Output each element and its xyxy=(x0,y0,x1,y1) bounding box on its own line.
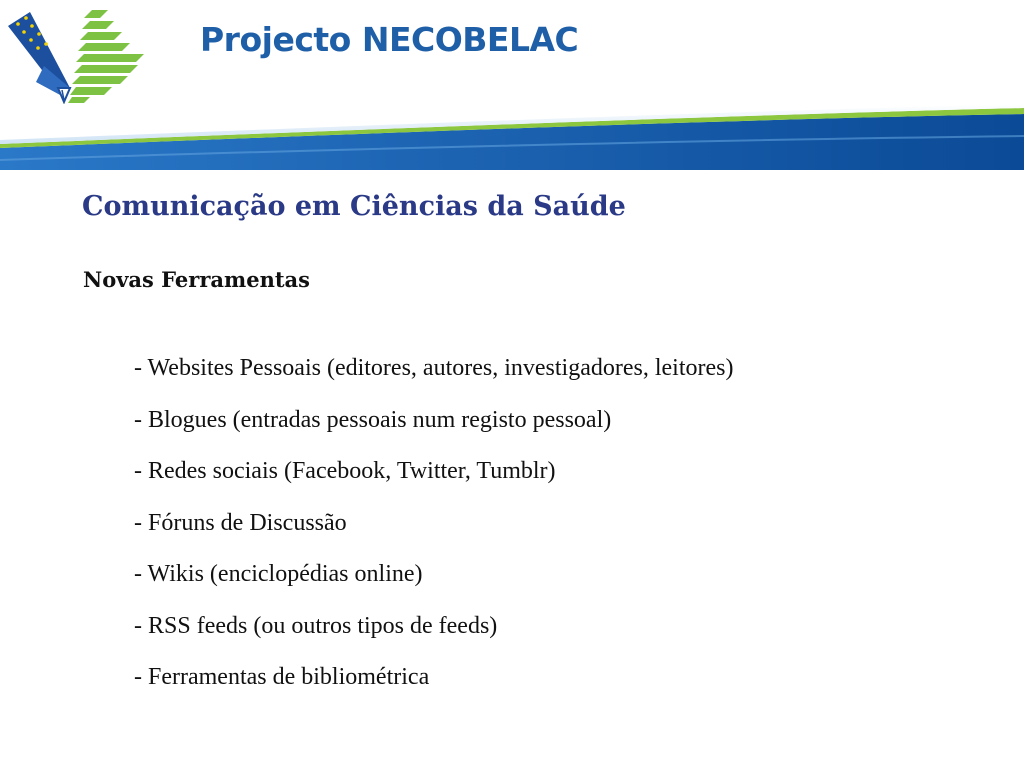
brand-title: Projecto NECOBELAC xyxy=(200,20,579,59)
list-item: - Websites Pessoais (editores, autores, investigadores, leitores) xyxy=(134,355,734,381)
tools-list xyxy=(134,350,733,711)
list-item: - Redes sociais (Facebook, Twitter, Tumblr) xyxy=(134,458,556,484)
list-item: - Wikis (enciclopédias online) xyxy=(134,561,423,587)
list-item: - Fóruns de Discussão xyxy=(134,509,347,536)
slide-title: Comunicação em Ciências da Saúde xyxy=(82,191,626,222)
list-item: - Ferramentas de bibliométrica xyxy=(134,664,430,690)
slide-subtitle: Novas Ferramentas xyxy=(83,267,310,292)
list-item: - RSS feeds (ou outros tipos de feeds) xyxy=(134,612,498,639)
list-item: - Blogues (entradas pessoais num registo pessoal) xyxy=(134,406,612,433)
